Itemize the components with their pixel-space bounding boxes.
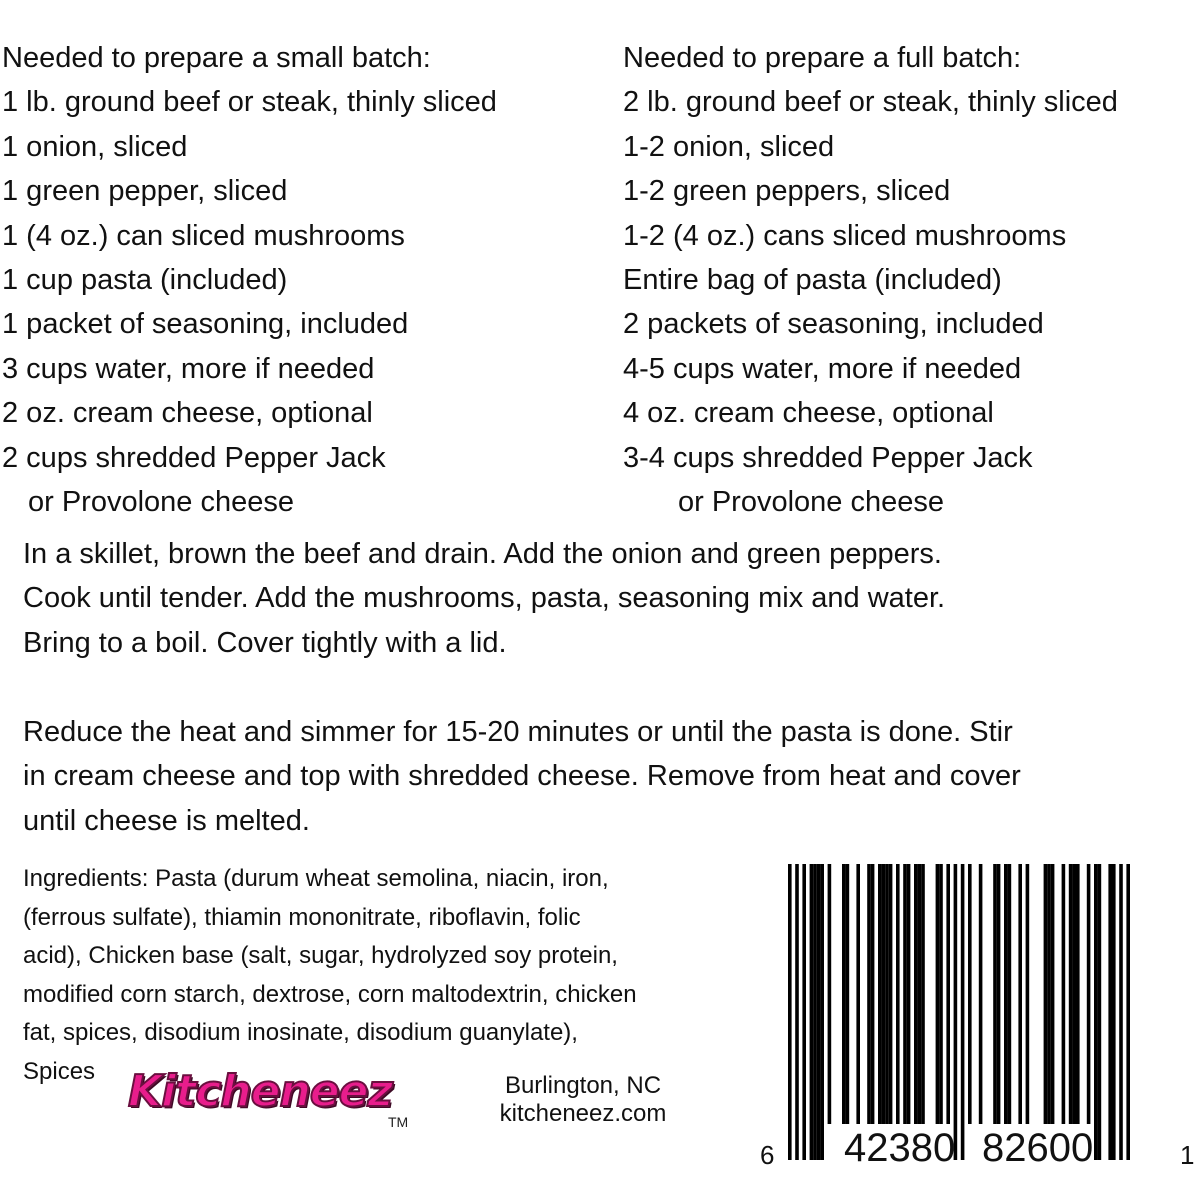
trademark-mark: TM bbox=[388, 1114, 409, 1130]
barcode-bar bbox=[1119, 864, 1123, 1160]
barcode-bar bbox=[1004, 864, 1008, 1124]
barcode-bar bbox=[856, 864, 860, 1124]
small-batch-item-continuation: or Provolone cheese bbox=[28, 485, 294, 518]
full-batch-item: 2 lb. ground beef or steak, thinly sliced bbox=[623, 86, 1118, 119]
directions-paragraph-2 bbox=[23, 710, 1193, 843]
company-city: Burlington, NC bbox=[504, 1072, 662, 1099]
barcode-bar bbox=[1047, 864, 1051, 1124]
barcode-bar bbox=[1044, 864, 1048, 1124]
full-batch-item: 1-2 onion, sliced bbox=[623, 130, 835, 163]
barcode-bar bbox=[846, 864, 850, 1124]
barcode-bar bbox=[993, 864, 997, 1124]
small-batch-item: 1 packet of seasoning, included bbox=[2, 308, 409, 341]
ingredients-list bbox=[23, 860, 783, 1091]
barcode-bar bbox=[788, 864, 792, 1160]
barcode-bar bbox=[918, 864, 922, 1124]
barcode-bar bbox=[907, 864, 911, 1124]
barcode-bar bbox=[1108, 864, 1112, 1160]
ingredients-line: acid), Chicken base (salt, sugar, hydrolyzed soy protein, bbox=[23, 942, 618, 969]
barcode-bar bbox=[820, 864, 824, 1160]
barcode-bar bbox=[954, 864, 958, 1160]
barcode-bar bbox=[817, 864, 821, 1160]
barcode-bar bbox=[1072, 864, 1076, 1124]
directions-line: Reduce the heat and simmer for 15-20 minutes or until the pasta is done. Stir bbox=[23, 716, 1013, 748]
barcode-bar bbox=[1069, 864, 1073, 1124]
barcode-bar bbox=[1062, 864, 1066, 1124]
barcode-bar bbox=[1112, 864, 1116, 1160]
barcode-bar bbox=[1051, 864, 1055, 1124]
small-batch-item: 1 lb. ground beef or steak, thinly sliced bbox=[2, 86, 497, 119]
small-batch-item: 1 green pepper, sliced bbox=[2, 175, 288, 208]
full-batch-item: 1-2 green peppers, sliced bbox=[623, 175, 951, 208]
barcode-bar bbox=[882, 864, 886, 1124]
barcode-bar bbox=[939, 864, 943, 1124]
barcode-bar bbox=[946, 864, 950, 1124]
barcode-bar bbox=[961, 864, 965, 1160]
full-batch-item: 4-5 cups water, more if needed bbox=[623, 352, 1022, 385]
brand-logo-text: Kitcheneez bbox=[128, 1066, 393, 1117]
ingredients-line: modified corn starch, dextrose, corn maltodextrin, chicken bbox=[23, 980, 637, 1008]
directions-line: in cream cheese and top with shredded cheese. Remove from heat and cover bbox=[23, 760, 1021, 793]
directions-line: Cook until tender. Add the mushrooms, pasta, seasoning mix and water. bbox=[23, 582, 946, 615]
ingredients-line: Ingredients: Pasta (durum wheat semolina, niacin, iron, bbox=[23, 865, 609, 892]
barcode-bar bbox=[997, 864, 1001, 1124]
full-batch-item: 1-2 (4 oz.) cans sliced mushrooms bbox=[623, 219, 1067, 252]
barcode-bar bbox=[1094, 864, 1098, 1160]
directions-line: In a skillet, brown the beef and drain. Add the onion and green peppers. bbox=[23, 538, 942, 570]
directions-paragraph-1 bbox=[23, 532, 1193, 665]
ingredients-line: (ferrous sulfate), thiamin mononitrate, riboflavin, folic bbox=[23, 903, 581, 931]
barcode-bar bbox=[802, 864, 806, 1160]
barcode-bar bbox=[1098, 864, 1102, 1160]
barcode-bar bbox=[914, 864, 918, 1124]
barcode-bar bbox=[889, 864, 893, 1124]
full-batch-item: 4 oz. cream cheese, optional bbox=[623, 397, 994, 430]
barcode-bar bbox=[867, 864, 871, 1124]
barcode-bar bbox=[1076, 864, 1080, 1124]
full-batch-heading: Needed to prepare a full batch: bbox=[623, 42, 1022, 74]
small-batch-item: 1 cup pasta (included) bbox=[2, 263, 288, 296]
barcode-right-digits: 82600 bbox=[982, 1126, 1094, 1170]
small-batch-heading: Needed to prepare a small batch: bbox=[2, 42, 431, 74]
directions-line: Bring to a boil. Cover tightly with a lid. bbox=[23, 626, 507, 659]
barcode-bar bbox=[1126, 864, 1130, 1160]
barcode-bar bbox=[871, 864, 875, 1124]
ingredients-line: Spices bbox=[23, 1057, 96, 1085]
barcode-bar bbox=[795, 864, 799, 1160]
barcode-bar bbox=[1087, 864, 1091, 1124]
barcode-lead-digit: 6 bbox=[760, 1140, 775, 1170]
barcode-trail-digit: 1 bbox=[1180, 1140, 1195, 1170]
full-batch-column bbox=[623, 36, 1118, 524]
barcode-bar bbox=[921, 864, 925, 1124]
small-batch-column bbox=[2, 36, 497, 524]
barcode-bar bbox=[842, 864, 846, 1124]
barcode-bar bbox=[1026, 864, 1030, 1124]
barcode-bar bbox=[828, 864, 832, 1124]
barcode-bars bbox=[760, 862, 1200, 1172]
barcode-bar bbox=[903, 864, 907, 1124]
barcode-bar bbox=[1018, 864, 1022, 1124]
ingredients-line: fat, spices, disodium inosinate, disodium guanylate), bbox=[23, 1019, 578, 1046]
company-website: kitcheneez.com bbox=[499, 1100, 667, 1127]
barcode-left-digits: 42380 bbox=[844, 1126, 956, 1170]
barcode-bar bbox=[885, 864, 889, 1124]
company-address bbox=[478, 1072, 688, 1128]
barcode-bar bbox=[936, 864, 940, 1124]
barcode-bar bbox=[810, 864, 814, 1160]
directions-line: until cheese is melted. bbox=[23, 804, 310, 837]
barcode-bar bbox=[813, 864, 817, 1160]
upc-barcode bbox=[760, 862, 1200, 1172]
small-batch-item: 2 cups shredded Pepper Jack bbox=[2, 441, 386, 474]
barcode-bar bbox=[968, 864, 972, 1124]
full-batch-item: 2 packets of seasoning, included bbox=[623, 308, 1044, 341]
small-batch-item: 3 cups water, more if needed bbox=[2, 352, 375, 385]
small-batch-item: 1 (4 oz.) can sliced mushrooms bbox=[2, 219, 405, 252]
brand-logo bbox=[128, 1066, 428, 1136]
barcode-bar bbox=[896, 864, 900, 1124]
full-batch-item-continuation: or Provolone cheese bbox=[678, 485, 944, 518]
full-batch-item: 3-4 cups shredded Pepper Jack bbox=[623, 441, 1033, 474]
small-batch-item: 2 oz. cream cheese, optional bbox=[2, 397, 373, 430]
barcode-bar bbox=[1008, 864, 1012, 1124]
full-batch-item: Entire bag of pasta (included) bbox=[623, 263, 1002, 296]
small-batch-item: 1 onion, sliced bbox=[2, 130, 188, 163]
barcode-bar bbox=[878, 864, 882, 1124]
barcode-bar bbox=[979, 864, 983, 1124]
